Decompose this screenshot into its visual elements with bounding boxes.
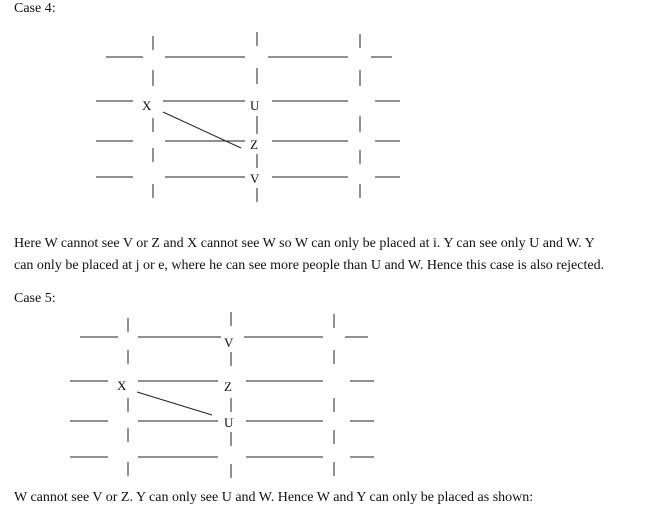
label-z: Z: [224, 379, 232, 394]
label-u: U: [224, 415, 234, 430]
case5-paragraph: W cannot see V or Z. Y can only see U and W. Hence W and Y can only be placed as shown:: [14, 490, 534, 505]
sight-line: [163, 112, 241, 148]
label-z: Z: [250, 137, 258, 152]
label-x: X: [117, 378, 127, 393]
case4-diagram: [0, 20, 662, 230]
sight-line: [137, 392, 212, 415]
case4-paragraph: [14, 233, 654, 277]
label-v: V: [250, 171, 260, 186]
case4-paragraph-line2: can only be placed at j or e, where he can see more people than U and W. Hence this case is also rejected.: [14, 258, 605, 273]
label-v: V: [224, 335, 234, 350]
label-u: U: [250, 98, 260, 113]
case4-heading: Case 4:: [14, 1, 56, 16]
case5-diagram: [0, 300, 662, 480]
case5-heading: Case 5:: [14, 291, 56, 306]
label-x: X: [142, 98, 152, 113]
case4-paragraph-line1: Here W cannot see V or Z and X cannot see W so W can only be placed at i. Y can see only U and W. Y: [14, 236, 595, 251]
